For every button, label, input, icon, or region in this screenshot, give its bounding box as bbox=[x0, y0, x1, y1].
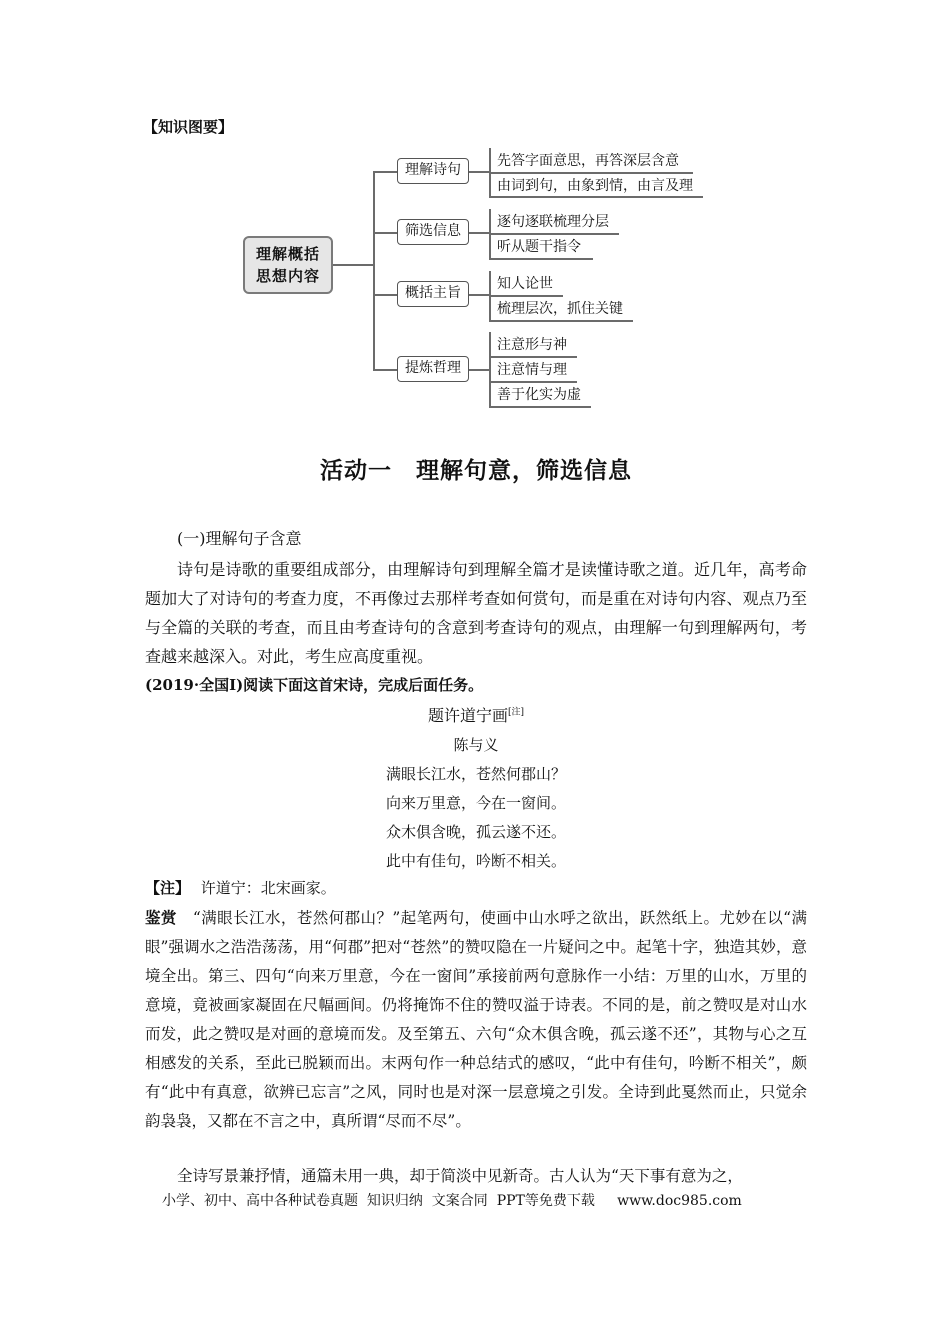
section-header: 【知识图要】 bbox=[143, 118, 234, 136]
poem-title-text: 题许道宁画 bbox=[427, 706, 508, 725]
leaf-underline bbox=[489, 406, 591, 408]
poem-author: 陈与义 bbox=[453, 736, 499, 754]
mindmap-root-line1: 理解概括 bbox=[255, 245, 320, 263]
connector bbox=[469, 294, 489, 296]
leaf-item: 逐句逐联梳理分层 bbox=[497, 214, 609, 230]
note-text: 许道宁：北宋画家。 bbox=[200, 879, 336, 897]
intro-paragraph: 诗句是诗歌的重要组成部分，由理解诗句到理解全篇才是读懂诗歌之道。近几年，高考命题加大了对诗句的考查力度，不再像过去那样考查如何赏句，而是重在对诗句内容、观点乃至与全篇的关联的考查，而且由考查诗句的含意到考查诗句的观点，由理解一句到理解两句，考查越来越深入。对此，考生应高度重视。 bbox=[145, 560, 807, 666]
poem-line: 向来万里意，今在一窗间。 bbox=[385, 794, 566, 812]
leaf-item: 由词到句，由象到情，由言及理 bbox=[497, 178, 693, 194]
connector bbox=[469, 171, 489, 173]
branch-understand-lines: 理解诗句 bbox=[397, 158, 469, 184]
leaf-item: 梳理层次，抓住关键 bbox=[497, 301, 623, 317]
appreciation-text: “满眼长江水，苍然何郡山？”起笔两句，使画中山水呼之欲出，跃然纸上。尤妙在以“满眼”强调水之浩浩荡荡，用“何郡”把对“苍然”的赞叹隐在一片疑问之中。起笔十字，独造其妙，意境全出。第三、四句“向来万里意，今在一窗间”承接前两句意脉作一小结：万里的山水，万里的意境，竟被画家凝固在尺幅画间。仍将掩饰不住的赞叹溢于诗表。不同的是，前之赞叹是对山水而发，此之赞叹是对画的意境而发。及至第五、六句“众木俱含晚，孤云遂不还”，其物与心之互相感发的关系，至此已脱颖而出。末两句作一种总结式的感叹，“此中有佳句，吟断不相关”，颇有“此中有真意，欲辨已忘言”之风，同时也是对深一层意境之引发。全诗到此戛然而止，只觉余韵袅袅，又都在不言之中，真所谓“尽而不尽”。 bbox=[145, 909, 807, 1130]
appreciation-paragraph bbox=[145, 903, 807, 1136]
branch-summarize-theme: 概括主旨 bbox=[397, 281, 469, 307]
leaf-underline bbox=[489, 356, 577, 358]
connector bbox=[489, 332, 491, 406]
leaf-underline bbox=[489, 381, 577, 383]
leaf-underline bbox=[489, 233, 619, 235]
trunk-line bbox=[373, 171, 375, 369]
subsection-heading: (一)理解句子含意 bbox=[177, 529, 302, 548]
connector bbox=[373, 171, 397, 173]
connector bbox=[373, 369, 397, 371]
leaf-underline bbox=[489, 295, 563, 297]
mindmap-root-line2: 思想内容 bbox=[255, 267, 320, 285]
connector bbox=[373, 294, 397, 296]
leaf-item: 善于化实为虚 bbox=[497, 387, 581, 403]
leaf-item: 先答字面意思，再答深层含意 bbox=[497, 153, 679, 169]
task-prompt: (2019·全国Ⅰ)阅读下面这首宋诗，完成后面任务。 bbox=[145, 676, 484, 694]
poem-line: 众木俱含晚，孤云遂不还。 bbox=[385, 823, 566, 841]
mindmap-root bbox=[243, 236, 333, 294]
connector bbox=[333, 264, 373, 266]
leaf-underline bbox=[489, 320, 633, 322]
branch-filter-info: 筛选信息 bbox=[397, 219, 469, 245]
poem-title bbox=[145, 703, 807, 726]
leaf-underline bbox=[489, 172, 693, 174]
poem-line: 满眼长江水，苍然何郡山？ bbox=[385, 765, 566, 783]
poem-note-mark: [注] bbox=[507, 707, 525, 718]
leaf-underline bbox=[489, 258, 593, 260]
note-label: 【注】 bbox=[145, 879, 191, 897]
leaf-underline bbox=[489, 196, 703, 198]
poem-note bbox=[145, 877, 336, 898]
page-footer: 小学、初中、高中各种试卷真题 知识归纳 文案合同 PPT等免费下载 www.doc985.com bbox=[162, 1193, 742, 1209]
poem-line: 此中有佳句，吟断不相关。 bbox=[385, 852, 566, 870]
appreciation-label: 鉴赏 bbox=[145, 908, 177, 927]
connector bbox=[469, 232, 489, 234]
leaf-item: 注意情与理 bbox=[497, 362, 567, 378]
leaf-item: 听从题干指令 bbox=[497, 239, 581, 255]
connector bbox=[469, 369, 489, 371]
connector bbox=[373, 232, 397, 234]
activity-title: 活动一 理解句意，筛选信息 bbox=[320, 458, 632, 484]
leaf-item: 知人论世 bbox=[497, 276, 553, 292]
branch-extract-philosophy: 提炼哲理 bbox=[397, 356, 469, 382]
leaf-item: 注意形与神 bbox=[497, 337, 567, 353]
closing-paragraph: 全诗写景兼抒情，通篇未用一典，却于简淡中见新奇。古人认为“天下事有意为之， bbox=[177, 1167, 743, 1185]
